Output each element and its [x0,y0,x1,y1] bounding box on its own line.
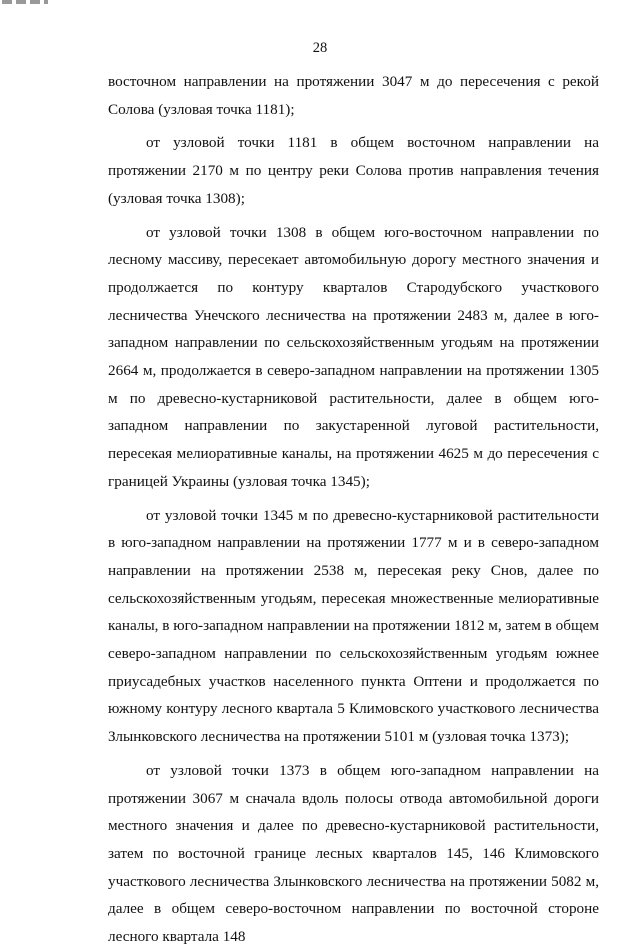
paragraph-5: от узловой точки 1373 в общем юго-западном направлении на протяжении 3067 м сначала вдоль полосы отвода автомобильной дороги местного значения и далее по древесно-кустарниковой растительности, затем по восточной границе лесных кварталов 145, 146 Климовского участкового лесничества Злынковского лесничества на протяжении 5082 м, далее в общем северо-восточном направлении по восточной стороне лесного квартала 148 [108,761,599,946]
page-number: 28 [312,40,328,56]
paragraph-2: от узловой точки 1181 в общем восточном направлении на протяжении 2170 м по центру реки Солова против направления течения (узловая точка 1308); [108,134,599,207]
paragraph-3: от узловой точки 1308 в общем юго-восточном направлении по лесному массиву, пересекает автомобильную дорогу местного значения и продолжается по контуру кварталов Стародубского участкового лесничества Унечского лесничества на протяжении 2483 м, далее в юго-западном направлении по сельскохозяйственным угодьям на протяжении 2664 м, продолжается в северо-западном направлении на протяжении 1305 м по древесно-кустарниковой растительности, далее в общем юго-западном направлении по закустаренной луговой растительности, пересекая мелиоративные каналы, на протяжении 4625 м до пересечения с границей Украины (узловая точка 1345); [108,223,599,490]
paragraph-1: восточном направлении на протяжении 3047 м до пересечения с рекой Солова (узловая точка 1181); [108,73,599,118]
document-body [108,68,599,951]
scan-artifact-mark [2,0,48,4]
paragraph-4: от узловой точки 1345 м по древесно-кустарниковой растительности в юго-западном направлении на протяжении 1777 м и в северо-западном направлении на протяжении 2538 м, пересекая реку Снов, далее по сельскохозяйственным угодьям, пересекая множественные мелиоративные каналы, в юго-западном направлении на протяжении 1812 м, затем в общем северо-западном направлении по сельскохозяйственным угодьям южнее приусадебных участков населенного пункта Оптени и продолжается по южному контуру лесного квартала 5 Климовского участкового лесничества Злынковского лесничества на протяжении 5101 м (узловая точка 1373); [108,506,599,746]
